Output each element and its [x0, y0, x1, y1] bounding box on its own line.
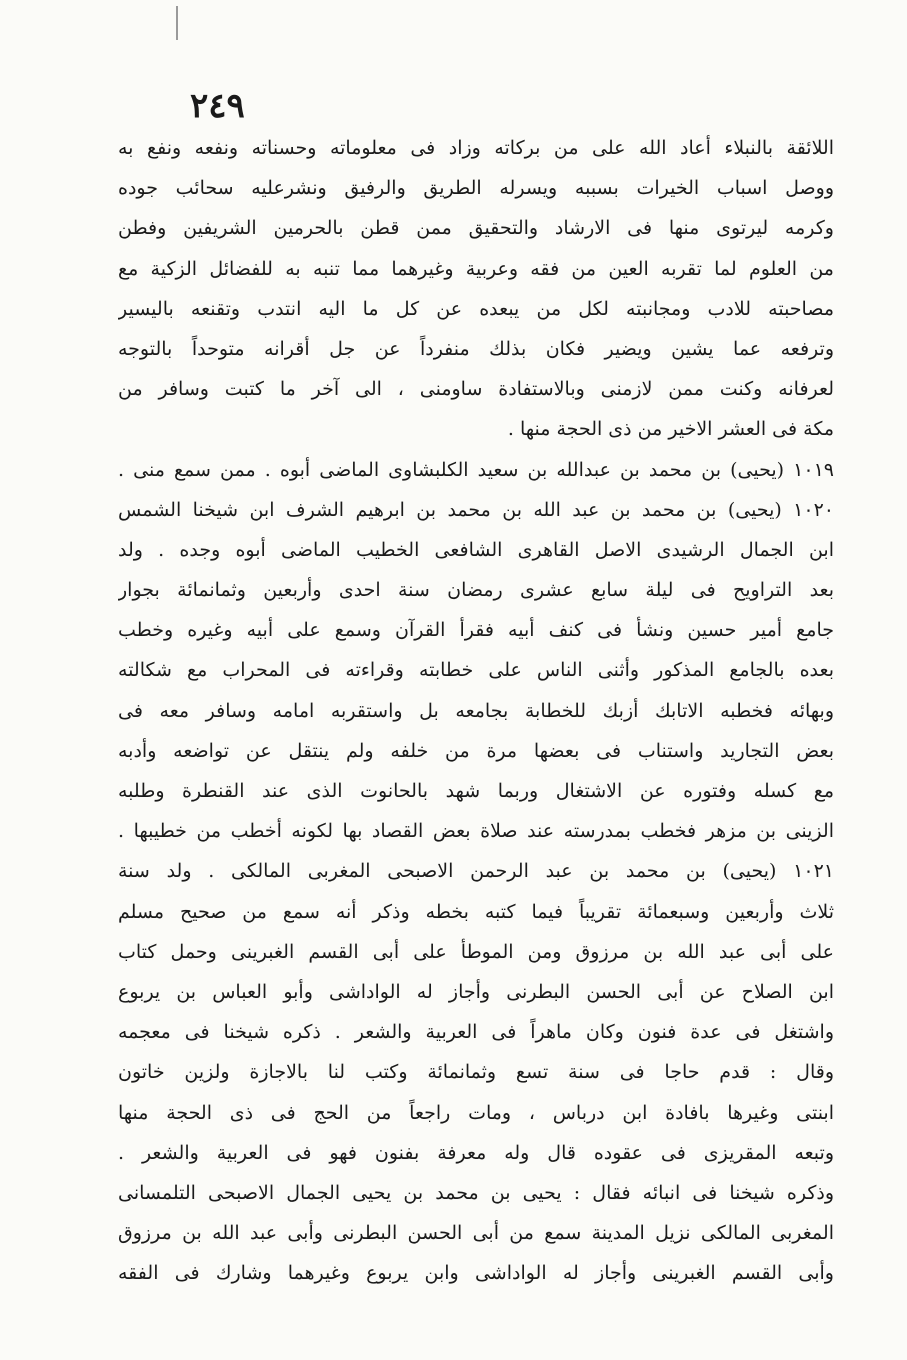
- text-line: الزينى بن مزهر فخطب بمدرسته عند صلاة بعض القصاد بها لكونه أخطب من خطيبها .: [118, 820, 834, 843]
- text-line: من العلوم لما تقربه العين من فقه وعربية وغيرهما مما تنبه به للفضائل الزكية مع: [118, 257, 834, 280]
- text-line: وبهائه فخطبه الاتابك أزبك للخطابة بجامعه بل واستقربه امامه وسافر معه فى: [118, 699, 834, 722]
- text-line: مكة فى العشر الاخير من ذى الحجة منها .: [507, 418, 834, 441]
- text-line: مع كسله وفتوره عن الاشتغال وربما شهد بالحانوت الذى عند القنطرة وطلبه: [118, 780, 834, 802]
- text-line: بعد التراويح فى ليلة سابع عشرى رمضان سنة احدى وأربعين وثمانمائة بجوار: [118, 579, 834, 602]
- text-line: مصاحبته للادب ومجانبته لكل من يبعده عن كل ما اليه انتدب وتقنعه باليسير: [118, 297, 834, 320]
- text-line: ١٠٢٠ (يحيى) بن محمد بن عبد الله بن محمد بن ابرهيم الشرف ابن شيخنا الشمس: [118, 498, 834, 521]
- text-line: ووصل اسباب الخيرات بسببه ويسرله الطريق والرفيق ونشرعليه سحائب جوده: [118, 177, 834, 200]
- text-line: ابن الجمال الرشيدى الاصل القاهرى الشافعى الخطيب الماضى أبوه وجده . ولد: [118, 538, 834, 561]
- text-line: وذكره شيخنا فى انبائه فقال : يحيى بن محمد بن يحيى الجمال الاصبحى التلمسانى: [118, 1181, 834, 1204]
- text-line: لعرفانه وكنت ممن لازمنى وبالاستفادة ساومنى ، الى آخر ما كتبت وسافر من: [118, 378, 834, 401]
- text-line: ابن الصلاح عن أبى الحسن البطرنى وأجاز له الواداشى وأبو العباس بن يربوع: [118, 980, 834, 1003]
- text-line: وقال : قدم حاجا فى سنة تسع وثمانمائة وكتب لنا بالاجازة ولزين خاتون: [118, 1061, 834, 1084]
- text-line: ١٠١٩ (يحيى) بن محمد بن عبدالله بن سعيد الكلبشاوى الماضى أبوه . ممن سمع منى .: [118, 458, 834, 481]
- text-line: ١٠٢١ (يحيى) بن محمد بن عبد الرحمن الاصبحى المغربى المالكى . ولد سنة: [118, 860, 834, 883]
- text-line: بعده بالجامع المذكور وأثنى الناس على خطابته وقراءته فى المحراب مع شكالته: [118, 659, 834, 682]
- text-line: بعض التجاريد واستناب فى بعضها مرة من خلفه ولم ينتقل عن تواضعه وأدبه: [118, 739, 834, 762]
- text-line: اللائقة بالنبلاء أعاد الله على من بركاته وزاد فى معلوماته وحسناته ونفعه ونفع به: [118, 137, 834, 159]
- text-line: وكرمه ليرتوى منها فى الارشاد والتحقيق ممن قطن بالحرمين الشريفين وفطن: [118, 217, 834, 240]
- text-line: وترفعه عما يشين ويضير فكان بذلك منفرداً عن جل أقرانه متوحداً بالتوجه: [118, 337, 834, 360]
- text-line: وأبى القسم الغبرينى وأجاز له الواداشى وابن يربوع وغيرهما وشارك فى الفقه: [118, 1262, 834, 1285]
- text-line: جامع أمير حسين ونشأ فى كنف أبيه فقرأ القرآن وسمع على أبيه وغيره وخطب: [118, 619, 834, 642]
- text-line: واشتغل فى عدة فنون وكان ماهراً فى العربية والشعر . ذكره شيخنا فى معجمه: [118, 1021, 834, 1044]
- text-line: على أبى عبد الله بن مرزوق ومن الموطأ على أبى القسم الغبرينى وحمل كتاب: [118, 940, 834, 963]
- text-line: ابنتى وغيرها بافادة ابن درباس ، ومات راجعاً من الحج فى ذى الحجة منها: [118, 1101, 834, 1124]
- text-line: وتبعه المقريزى فى عقوده قال وله معرفة بفنون فهو فى العربية والشعر .: [118, 1141, 834, 1164]
- text-line: ثلاث وأربعين وسبعمائة تقريباً فيما كتبه بخطه وذكر أنه سمع من صحيح مسلم: [118, 900, 834, 923]
- page-body-text: [118, 128, 834, 1293]
- text-line: المغربى المالكى نزيل المدينة سمع من أبى الحسن البطرنى وأبى عبد الله بن مرزوق: [118, 1222, 834, 1245]
- page-number: ٢٤٩: [190, 86, 245, 126]
- scan-edge-mark: [176, 6, 178, 40]
